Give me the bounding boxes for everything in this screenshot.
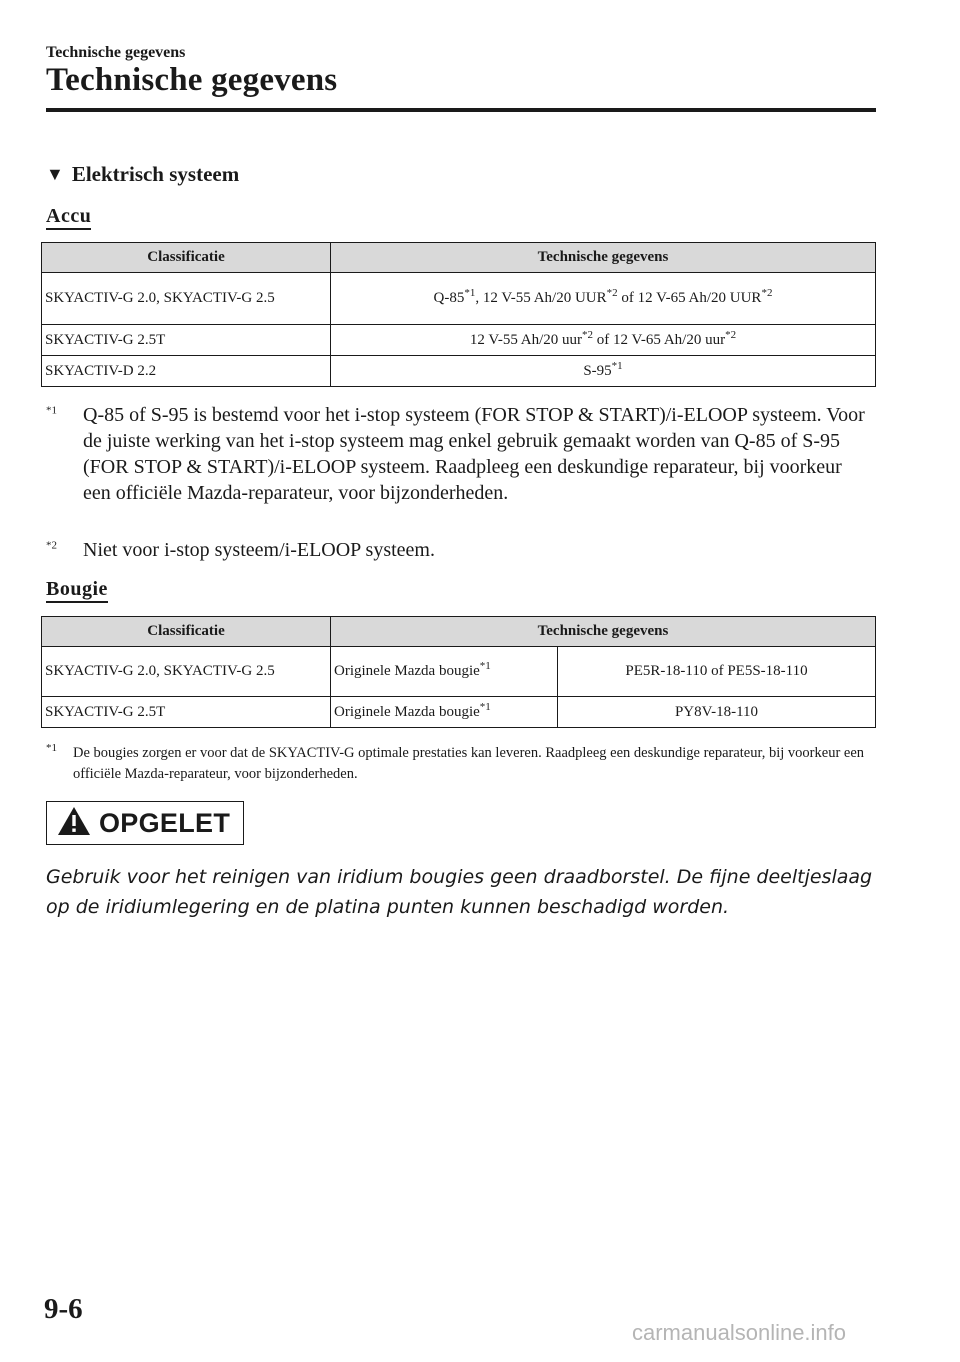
col-technische-gegevens: Technische gegevens bbox=[331, 243, 876, 273]
footnote-ref: *2 bbox=[725, 328, 737, 341]
col-classificatie: Classificatie bbox=[42, 617, 331, 647]
spec-cell: 12 V-55 Ah/20 uur$^{*2}$ of 12 V-65 Ah/20 uur$^{*2}$ bbox=[331, 325, 876, 356]
bougie-footnote bbox=[46, 743, 886, 789]
type-cell: Originele Mazda bougie$^{*1}$ bbox=[331, 647, 558, 697]
part-number-cell: PY8V-18-110 bbox=[558, 697, 876, 728]
footnote-ref: *2 bbox=[761, 287, 773, 299]
table-row bbox=[42, 647, 876, 697]
table-header-row bbox=[42, 617, 876, 647]
table-row bbox=[42, 325, 876, 356]
page-title: Technische gegevens bbox=[46, 62, 338, 98]
triangle-down-icon: ▼ bbox=[46, 164, 64, 184]
spec-cell: Q-85$^{*1}$, 12 V-55 Ah/20 UUR$^{*2}$ of 12 V-65 Ah/20 UUR$^{*2}$ bbox=[331, 273, 876, 325]
accu-footnote-1 bbox=[46, 402, 876, 532]
table-header-row bbox=[42, 243, 876, 273]
caution-text: Gebruik voor het reinigen van iridium bougies geen draadborstel. De fijne deeltjeslaag op de iridiumlegering en de platina punten kunnen beschadigd worden. bbox=[46, 866, 873, 918]
classification-cell: SKYACTIV-D 2.2 bbox=[42, 356, 331, 387]
footnote-ref: *1 bbox=[611, 359, 623, 372]
classification-cell: SKYACTIV-G 2.0, SKYACTIV-G 2.5 bbox=[42, 647, 331, 697]
type-cell: Originele Mazda bougie$^{*1}$ bbox=[331, 697, 558, 728]
section-title: Elektrisch systeem bbox=[71, 162, 240, 186]
classification-cell: SKYACTIV-G 2.5T bbox=[42, 325, 331, 356]
accu-table bbox=[41, 242, 876, 387]
footnote-ref: *2 bbox=[582, 328, 593, 341]
footnote-text: Niet voor i-stop systeem/i-ELOOP systeem. bbox=[83, 539, 435, 561]
table-row bbox=[42, 697, 876, 728]
caution-label-box bbox=[46, 801, 244, 845]
bougie-table bbox=[41, 616, 876, 728]
watermark: carmanualsonline.info bbox=[632, 1320, 847, 1345]
page-number: 9-6 bbox=[44, 1293, 83, 1325]
footnote-mark: *1 bbox=[46, 404, 57, 417]
table-row bbox=[42, 356, 876, 387]
footnote-ref: *2 bbox=[606, 287, 618, 299]
footnote-mark: *1 bbox=[46, 742, 57, 755]
title-rule bbox=[46, 108, 876, 112]
footnote-text: Q-85 of S-95 is bestemd voor het i-stop systeem (FOR STOP & START)/i-ELOOP systeem. Voor de juiste werking van het i-stop systeem mag enkel gebruik gemaakt worden van Q-85 of S-95 (FOR STOP & START)/i-ELOOP systeem. Raadpleeg een deskundige reparateur, bij voorkeur een officiële Mazda-reparateur, voor bijzonderheden. bbox=[83, 404, 865, 504]
running-header: Technische gegevens bbox=[46, 44, 186, 61]
footnote-ref: *1 bbox=[464, 287, 476, 299]
accu-heading: Accu bbox=[46, 205, 91, 230]
part-number-cell: PE5R-18-110 of PE5S-18-110 bbox=[558, 647, 876, 697]
warning-triangle-icon bbox=[57, 806, 91, 841]
bougie-heading: Bougie bbox=[46, 578, 108, 603]
caution-label: OPGELET bbox=[99, 807, 231, 838]
footnote-text: De bougies zorgen er voor dat de SKYACTIV-G optimale prestaties kan leveren. Raadpleeg een deskundige reparateur, bij voorkeur een officiële Mazda-reparateur, voor bijzonderheden. bbox=[73, 745, 865, 782]
footnote-mark: *2 bbox=[46, 539, 57, 552]
col-technische-gegevens: Technische gegevens bbox=[331, 617, 876, 647]
classification-cell: SKYACTIV-G 2.0, SKYACTIV-G 2.5 bbox=[42, 273, 331, 325]
classification-cell: SKYACTIV-G 2.5T bbox=[42, 697, 331, 728]
table-row bbox=[42, 273, 876, 325]
col-classificatie: Classificatie bbox=[42, 243, 331, 273]
accu-footnote-2 bbox=[46, 537, 876, 565]
spec-cell: S-95$^{*1}$ bbox=[331, 356, 876, 387]
section-heading bbox=[46, 162, 239, 187]
